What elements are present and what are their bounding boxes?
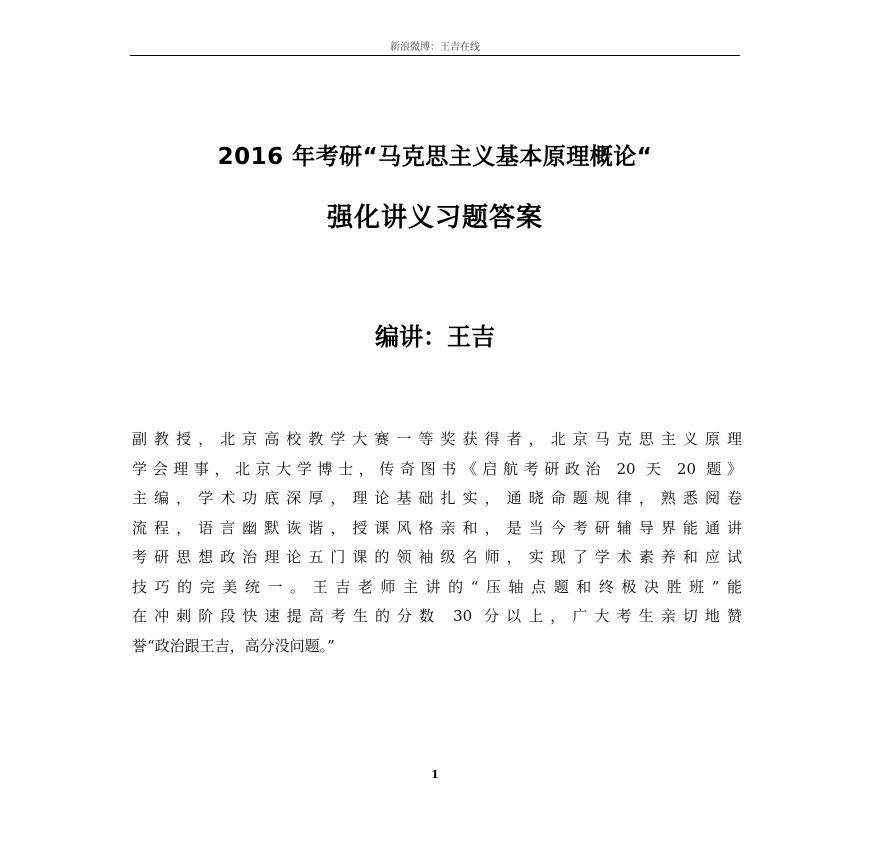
bio-line: 在冲刺阶段快速提高考生的分数 30 分以上，广大考生亲切地赞 [132, 607, 742, 625]
lecturer-bio-paragraph [132, 425, 742, 661]
bio-line: 技巧的完美统一。王吉老师主讲的“压轴点题和终极决胜班”能 [132, 577, 742, 596]
bio-line: 誉“政治跟王吉，高分没问题。” [132, 636, 335, 655]
bio-line: 流程，语言幽默诙谐，授课风格亲和，是当今考研辅导界能通讲 [132, 518, 742, 537]
bio-line: 主编，学术功底深厚，理论基础扎实，通晓命题规律，熟悉阅卷 [132, 489, 742, 507]
bio-line: 副教授，北京高校教学大赛一等奖获得者，北京马克思主义原理 [132, 430, 742, 448]
bio-line: 考研思想政治理论五门课的领袖级名师，实现了学术素养和应试 [132, 548, 742, 566]
page-number: 1 [431, 768, 439, 781]
bio-line: 学会理事，北京大学博士，传奇图书《启航考研政治 20 天 20 题》 [132, 459, 742, 478]
document-title-line-1: 2016 年考研“马克思主义基本原理概论“ [217, 144, 653, 170]
page-header: 新浪微博：王吉在线 [390, 42, 480, 53]
header-rule [130, 55, 740, 56]
lecturer-name: 编讲：王吉 [375, 323, 495, 351]
document-title-line-2: 强化讲义习题答案 [326, 203, 543, 233]
